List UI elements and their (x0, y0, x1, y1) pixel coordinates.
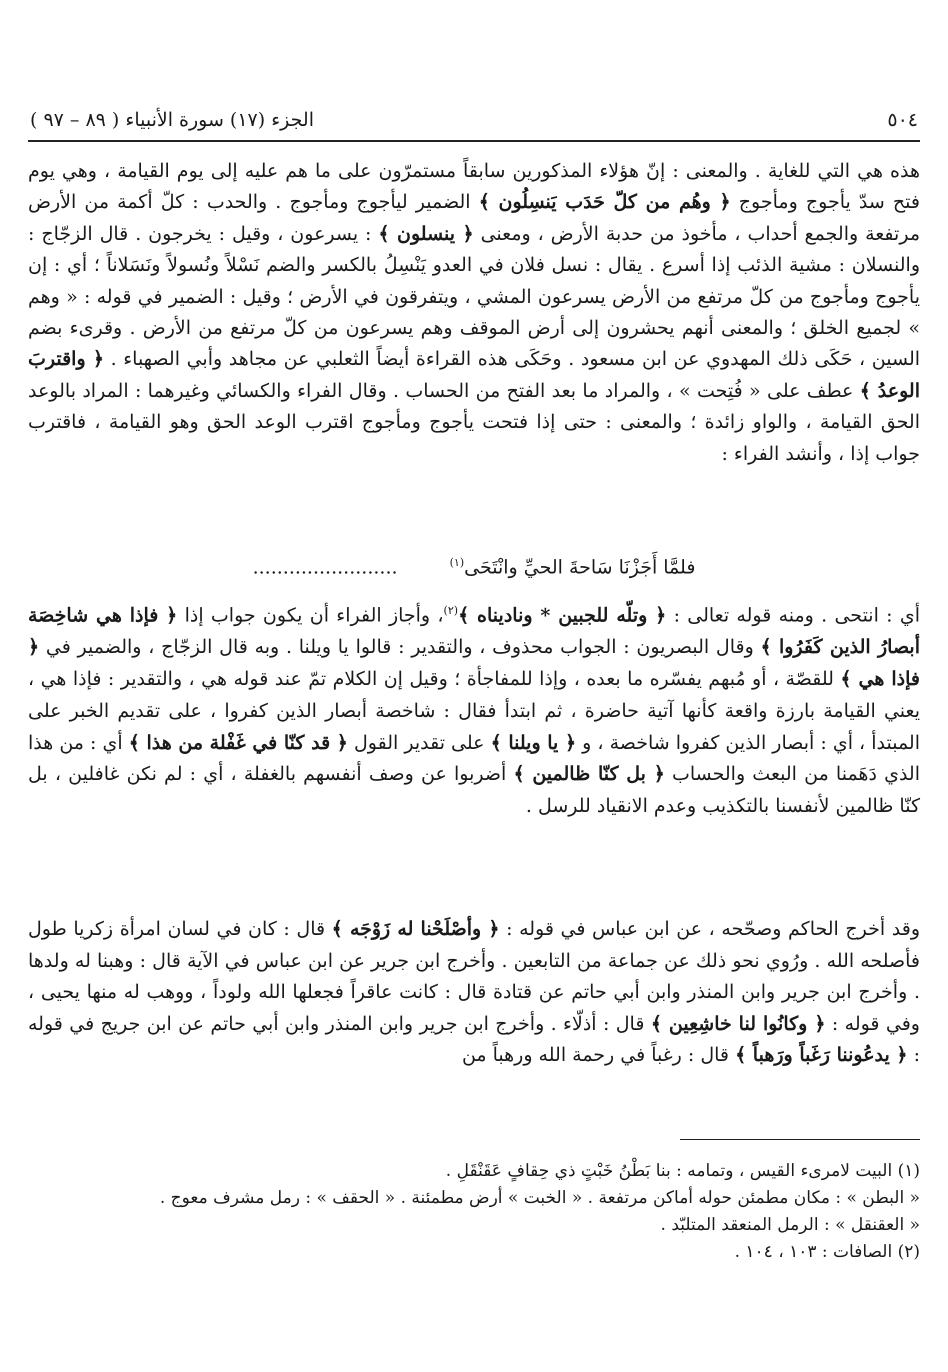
quran-quote: ﴿ قد كنّا في غَفْلة من هذا ﴾ (128, 731, 348, 754)
paragraph-1 (28, 156, 920, 470)
text-run: للقصّة ، أو مُبهم يفسّره ما بعده ، وإذا للمفاجأة ؛ وقيل إن الكلام تمّ عند قوله هي ، والتقدير : فإذا هي ، يعني القيامة بارزة واقعة كأنها آتية حاضرة ، ثم ابتدأ فقال : شاخصة أبصار الذين كفروا ، على تقديم الخبر على المبتدأ ، أي : أبصار الذين كفروا شاخصة ، و (28, 667, 920, 754)
quran-quote: ﴿ فإذا هي شاخِصَة أبصارُ الذين كَفَرُوا ﴾ (28, 604, 921, 659)
text-run: أضربوا عن وصف أنفسهم بالغفلة ، أي : لم نكن غافلين ، بل كنّا ظالمين لأنفسنا بالتكذيب وعدم الانقياد للرسل . (28, 763, 920, 818)
quran-quote: ﴿ فإذا هي ﴾ (28, 636, 920, 690)
footnote-1-line-3: « العقنقل » : الرمل المنعقد المتلبّد . (660, 1215, 920, 1235)
header-divider (28, 140, 920, 142)
page-number: ٥٠٤ (887, 109, 918, 131)
paragraph-3 (28, 914, 920, 1072)
text-run: وقال البصريون : الجواب محذوف ، والتقدير : قالوا يا ويلنا . وبه قال الزجّاج ، والضمير في (39, 636, 761, 659)
text-run: قال : كان في لسان امرأة زكريا طول فأصلحه الله . ورُوي نحو ذلك عن جماعة من التابعين . وأخرج ابن جرير عن ابن عباس في الآية قال : وهبنا له ولدها . وأخرج ابن جرير وابن المنذر وابن أبي حاتم عن قتادة قال : كانت عاقراً فجعلها الله ولوداً ، ووهب له منها يحيى ، وفي قوله : (28, 918, 920, 1035)
quran-quote: ﴿ وكانُوا لنا خاشِعِين ﴾ (650, 1012, 826, 1035)
main-text-block-3 (28, 914, 920, 1072)
main-text-block-2 (28, 595, 920, 823)
text-run: وقد أخرج الحاكم وصحّحه ، عن ابن عباس في قوله : (499, 918, 920, 940)
poetry-verse (28, 556, 920, 590)
text-run: قال : أذلّاء . وأخرج ابن جرير وابن المنذر وابن أبي حاتم عن ابن جريج في قوله : (28, 1012, 920, 1067)
footnote-1-line-1: (١) البيت لامرىء القيس ، وتمامه : بنا بَطْنُ خَبْتٍ ذي حِقافٍ عَقَنْقَلِ . (445, 1161, 920, 1181)
surah-title: الجزء (١٧) سورة الأنبياء ( ٨٩ – ٩٧ ) (30, 109, 314, 131)
text-run: عطف على « فُتِحت » ، والمراد ما بعد الفتح من الحساب . وقال الفراء والكسائي وغيرهما : المراد بالوعد الحق القيامة ، والواو زائدة ؛ والمعنى : حتى إذا فتحت يأجوج ومأجوج اقترب الوعد الحق وهو القيامة ، فاقترب جواب إذا ، وأنشد الفراء : (28, 379, 920, 465)
quran-quote: ﴿ بل كنّا ظالمين ﴾ (513, 763, 665, 786)
main-text-block-1 (28, 156, 920, 470)
quran-quote: ﴿ وهُم من كلّ حَدَب يَنسِلُون ﴾ (478, 191, 731, 214)
text-run: على تقدير القول (347, 731, 491, 754)
verse-text: فلمَّا أَجَزْنَا سَاحةَ الحيِّ وانْتَحَى (464, 556, 696, 579)
text-run: أي : من هذا الذي دَهَمنا من البعث والحساب (28, 731, 920, 786)
quran-quote: ﴿ وتلّه للجبين * وناديناه ﴾ (458, 604, 667, 627)
running-header (30, 104, 918, 136)
quran-quote: ﴿ يدعُوننا رَغَباً ورَهباً ﴾ (735, 1044, 908, 1067)
quran-quote: ﴿ واقتربَ الوعدُ ﴾ (28, 348, 920, 402)
paragraph-2 (28, 595, 920, 823)
verse-ellipsis: ........................ (252, 556, 398, 579)
footnote-marker-2: (٢) (443, 604, 459, 617)
text-run: : يسرعون ، وقيل : يخرجون . قال الزجّاج : والنسلان : مشية الذئب إذا أسرع . يقال : نسل فلان في العدو يَنْسِلُ بالكسر والضم نَسْلاً ونُسولاً ونَسَلاناً ؛ أي : إن يأجوج ومأجوج من كلّ مرتفع من الأرض يسرعون المشي ، ويتفرقون في الأرض ؛ وقيل : الضمير في قوله : « وهم » لجميع الخلق ؛ والمعنى أنهم يحشرون إلى أرض الموقف وهم يسرعون من كلّ مرتفع من الأرض . وقرىء بضم السين ، حَكَى ذلك المهدوي عن ابن مسعود . وحَكَى هذه القراءة أيضاً الثعلبي عن مجاهد وأبي الصهباء . (28, 222, 921, 371)
footnote-1-line-2: « البطن » : مكان مطمئن حوله أماكن مرتفعة . « الخبت » أرض مطمئنة . « الحقف » : رمل مشرف معوج . (159, 1188, 920, 1208)
quran-quote: ﴿ وأصْلَحْنا له زَوْجَه ﴾ (331, 918, 500, 940)
quran-quote: ﴿ ينسلون ﴾ (378, 222, 474, 245)
footnote-2: (٢) الصافات : ١٠٣ ، ١٠٤ . (734, 1242, 920, 1262)
text-run: أي : انتحى . ومنه قوله تعالى : (666, 604, 921, 627)
footnote-divider (680, 1139, 920, 1140)
text-run: ، وأجاز الفراء أن يكون جواب إذا (177, 604, 444, 627)
text-run: قال : رغباً في رحمة الله ورهباً من (461, 1044, 736, 1067)
text-run: هذه هي التي للغاية . والمعنى : إنّ هؤلاء المذكورين سابقاً مستمرّون على ما هم عليه إلى يوم القيامة ، وهي يوم فتح سدّ يأجوج ومأجوج (28, 160, 920, 214)
quran-quote: ﴿ يا ويلنا ﴾ (490, 731, 577, 754)
footnote-marker-1: (١) (449, 556, 465, 569)
text-run: الضمير ليأجوج ومأجوج . والحدب : كلّ أكمة من الأرض مرتفعة والجمع أحداب ، مأخوذ من حدبة الأرض ، ومعنى (28, 191, 920, 245)
footnotes (28, 1158, 920, 1266)
